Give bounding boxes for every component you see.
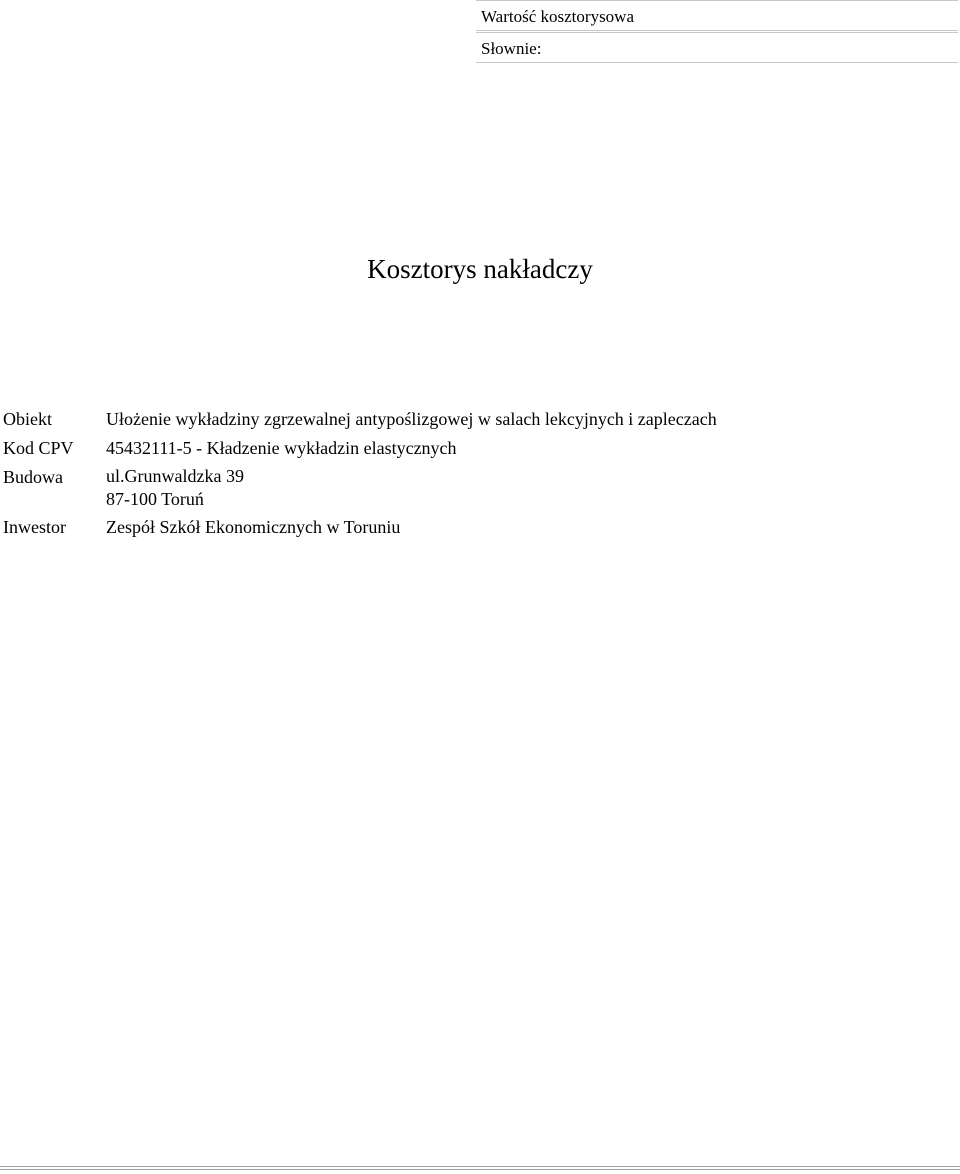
estimated-value-row [476,0,958,31]
document-info [3,407,717,544]
summary-box [476,0,958,63]
budowa-city: 87-100 Toruń [106,489,204,509]
inwestor-value: Zespół Szkół Ekonomicznych w Toruniu [106,517,401,537]
kod-cpv-label: Kod CPV [3,438,74,458]
info-row-kod-cpv [3,436,717,461]
inwestor-label: Inwestor [3,517,66,537]
info-row-inwestor [3,515,717,540]
budowa-value [106,465,717,511]
estimated-value-label: Wartość kosztorysowa [481,7,635,26]
obiekt-label: Obiekt [3,409,52,429]
info-row-budowa [3,465,717,511]
budowa-street: ul.Grunwaldzka 39 [106,466,244,486]
obiekt-value: Ułożenie wykładziny zgrzewalnej antypoślizgowej w salach lekcyjnych i zapleczach [106,409,717,429]
kod-cpv-value: 45432111-5 - Kładzenie wykładzin elastycznych [106,438,457,458]
footer-divider [0,1166,960,1170]
info-row-obiekt [3,407,717,432]
page-title: Kosztorys nakładczy [367,254,593,284]
in-words-label: Słownie: [481,39,542,58]
budowa-label: Budowa [3,467,63,487]
in-words-row [476,32,958,63]
